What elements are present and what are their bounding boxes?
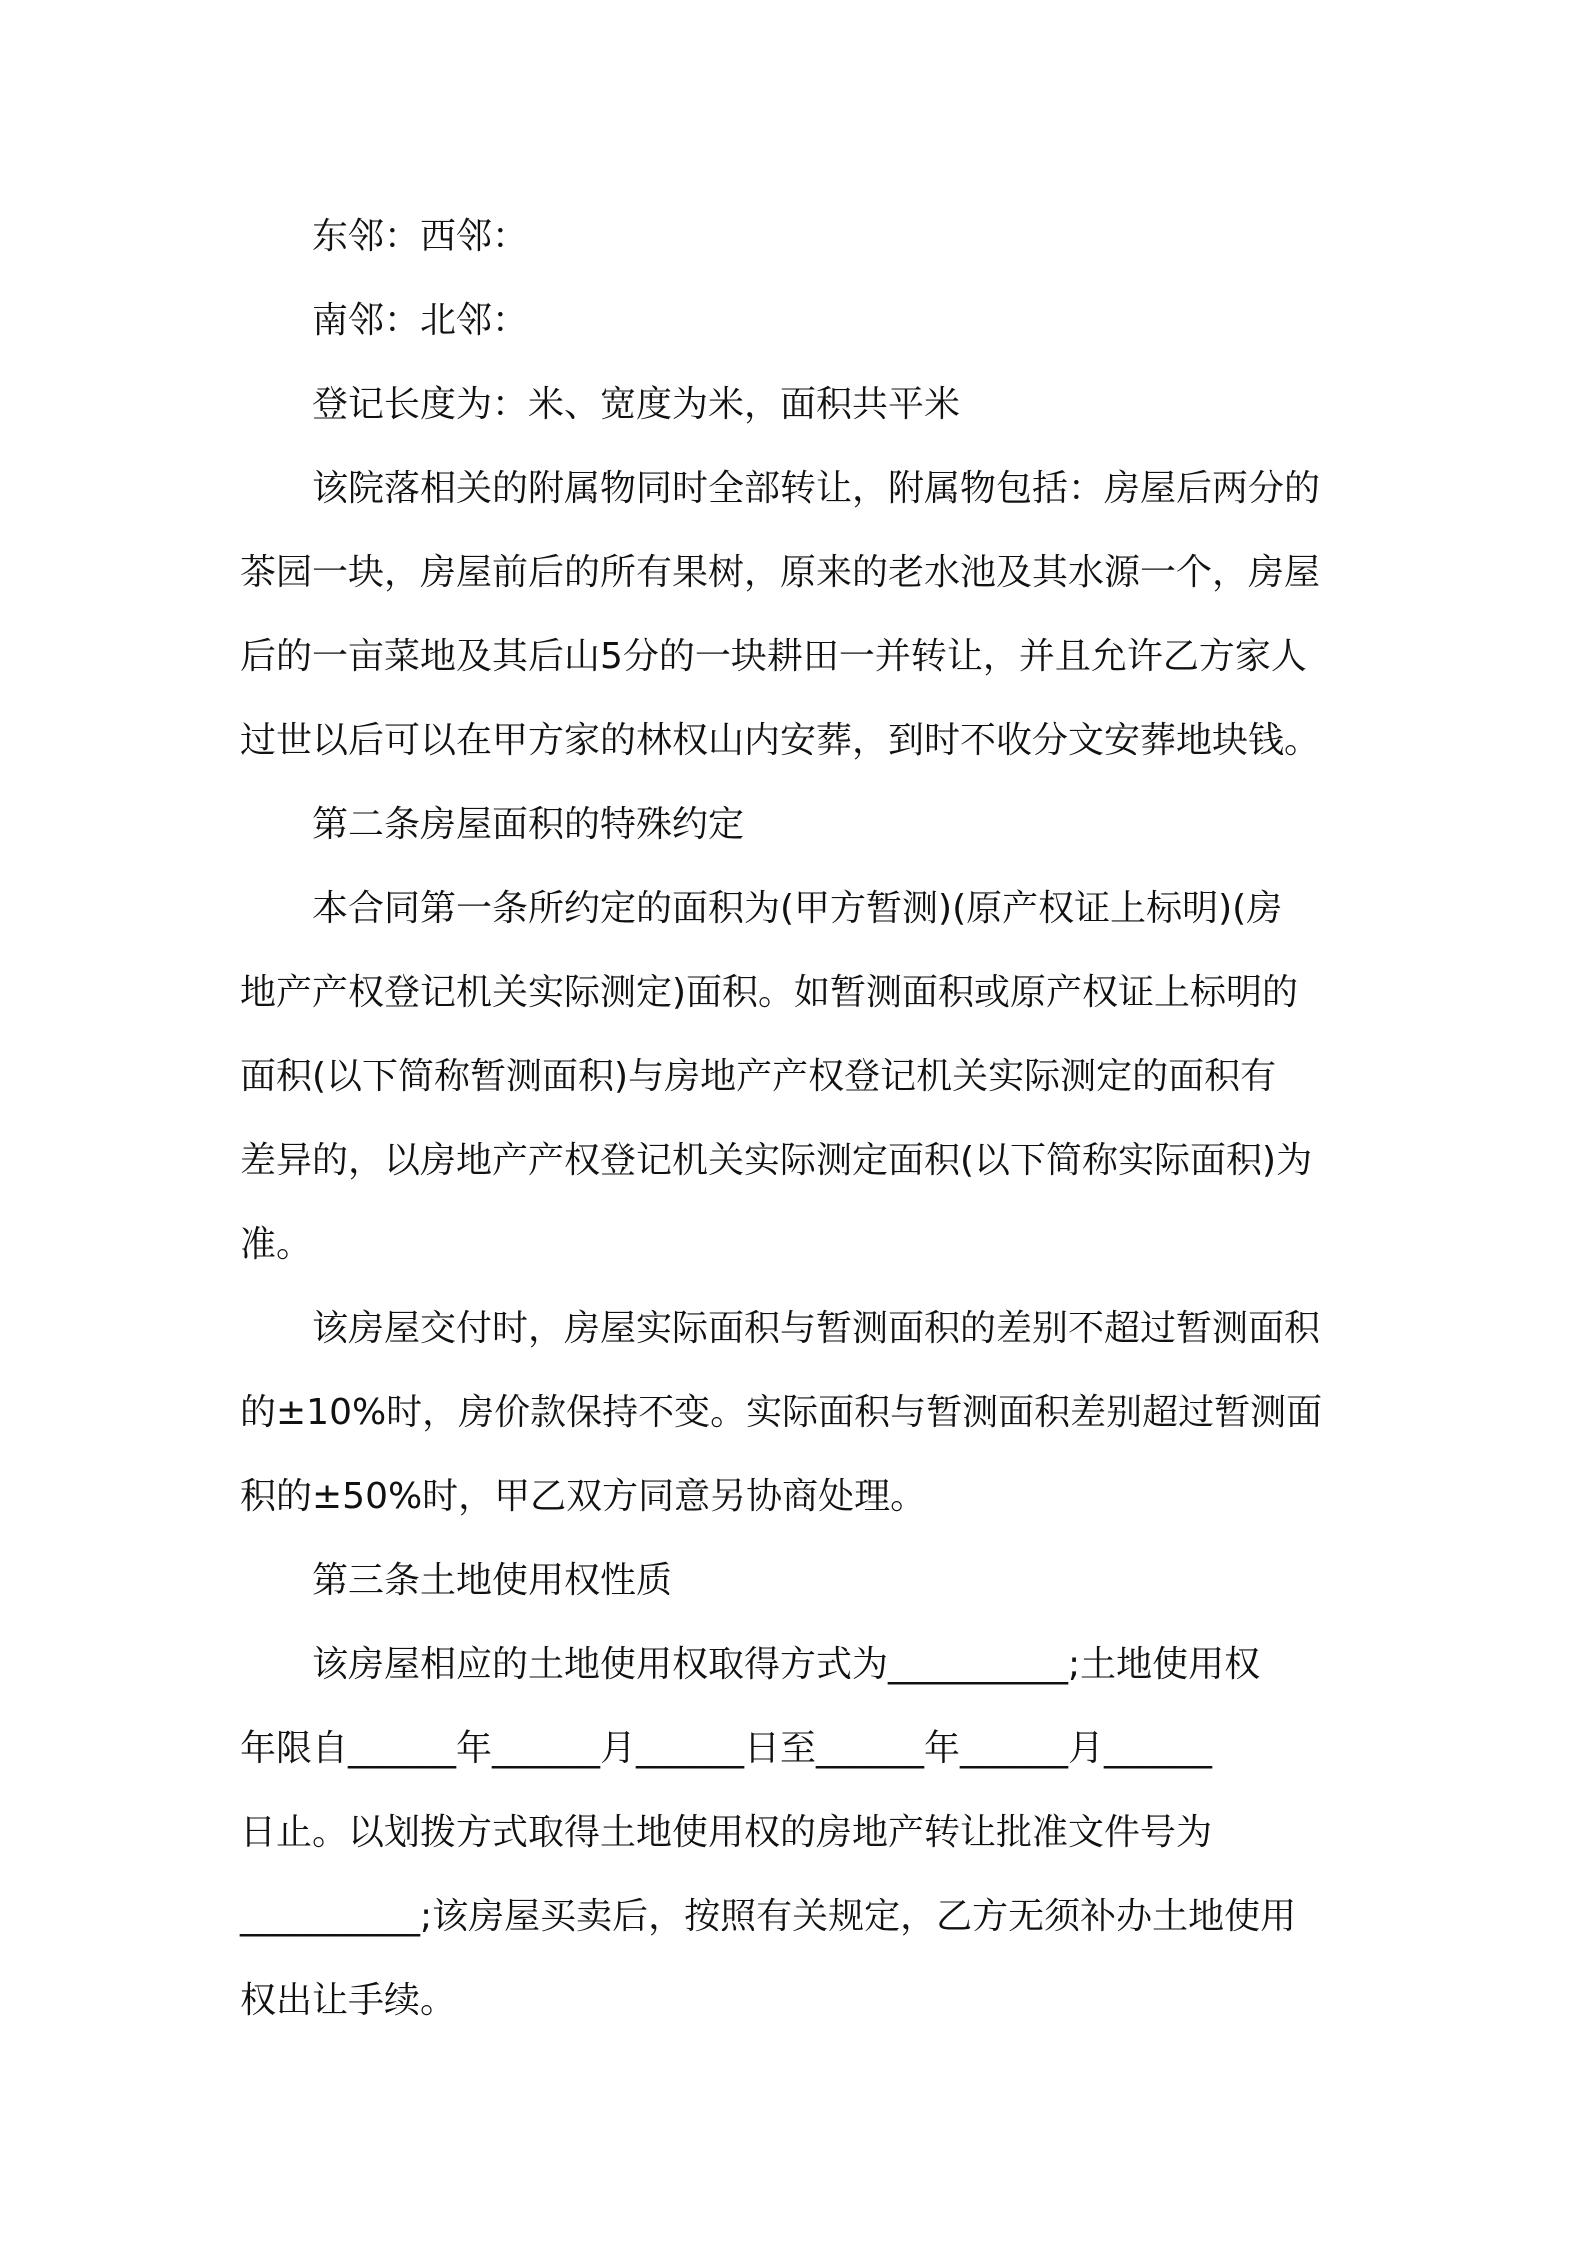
paragraph-land-use xyxy=(240,1623,1356,2043)
paragraph-line: 该房屋相应的土地使用权取得方式为__________;土地使用权 xyxy=(312,1644,1261,1685)
paragraph-area xyxy=(240,867,1356,1287)
heading-article-3: 第三条土地使用权性质 xyxy=(312,1560,673,1601)
document-page xyxy=(240,195,1356,2043)
paragraph-line: 本合同第一条所约定的面积为(甲方暂测)(原产权证上标明)(房 xyxy=(312,888,1283,929)
paragraph-line: 的±10%时，房价款保持不变。实际面积与暂测面积差别超过暂测面 xyxy=(240,1392,1323,1433)
paragraph-line: 面积(以下简称暂测面积)与房地产产权登记机关实际测定的面积有 xyxy=(240,1056,1277,1097)
paragraph-line: 茶园一块，房屋前后的所有果树，原来的老水池及其水源一个，房屋 xyxy=(240,552,1321,593)
neighbors-south-north: 南邻：北邻： xyxy=(312,300,529,341)
paragraph-appendages xyxy=(240,447,1356,783)
paragraph-line: 日止。以划拨方式取得土地使用权的房地产转让批准文件号为 xyxy=(240,1812,1213,1853)
paragraph-line: 准。 xyxy=(240,1224,313,1265)
paragraph-line: 权出让手续。 xyxy=(240,1980,457,2021)
paragraph-line: __________;该房屋买卖后，按照有关规定，乙方无须补办土地使用 xyxy=(240,1896,1297,1937)
registered-dimensions: 登记长度为：米、宽度为米，面积共平米 xyxy=(312,384,961,425)
paragraph-line: 该房屋交付时，房屋实际面积与暂测面积的差别不超过暂测面积 xyxy=(312,1308,1321,1349)
paragraph-line: 差异的，以房地产产权登记机关实际测定面积(以下简称实际面积)为 xyxy=(240,1140,1313,1181)
heading-article-2: 第二条房屋面积的特殊约定 xyxy=(312,804,745,845)
paragraph-line: 地产产权登记机关实际测定)面积。如暂测面积或原产权证上标明的 xyxy=(240,972,1299,1013)
paragraph-line: 年限自______年______月______日至______年______月______ xyxy=(240,1728,1213,1769)
paragraph-line: 该院落相关的附属物同时全部转让，附属物包括：房屋后两分的 xyxy=(312,468,1321,509)
paragraph-line: 过世以后可以在甲方家的林权山内安葬，到时不收分文安葬地块钱。 xyxy=(240,720,1321,761)
paragraph-delivery xyxy=(240,1287,1356,1539)
paragraph-line: 后的一亩菜地及其后山5分的一块耕田一并转让，并且允许乙方家人 xyxy=(240,636,1307,677)
neighbors-east-west: 东邻：西邻： xyxy=(312,216,529,257)
paragraph-line: 积的±50%时，甲乙双方同意另协商处理。 xyxy=(240,1476,927,1517)
